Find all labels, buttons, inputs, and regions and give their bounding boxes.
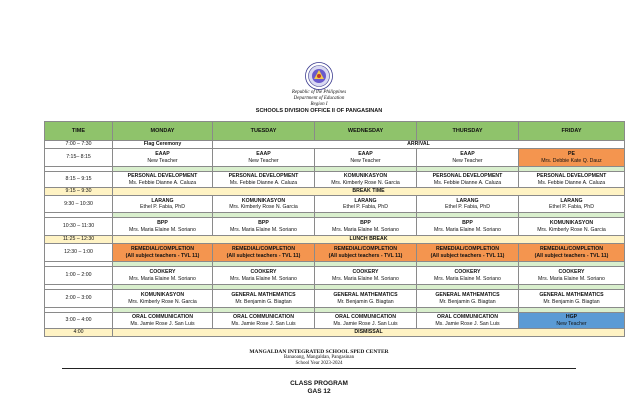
header-republic: Republic of the Philippines: [291, 90, 347, 95]
class-schedule-table: [44, 121, 625, 337]
schedule-cell: [315, 290, 417, 308]
teacher-label: Mrs. Maria Elaine M. Soriano: [129, 226, 196, 233]
teacher-label: Mrs. Maria Elaine M. Soriano: [332, 275, 399, 282]
schedule-cell: [113, 313, 213, 329]
footer-divider: [62, 368, 576, 369]
subject-label: ORAL COMMUNICATION: [132, 314, 193, 321]
teacher-label: Ms. Febbie Dianne A. Caluza: [229, 179, 298, 186]
schedule-cell: [315, 149, 417, 167]
table-row: [45, 329, 625, 337]
subject-label: BPP: [258, 220, 269, 227]
column-header-tuesday: TUESDAY: [213, 122, 315, 141]
schedule-cell: [213, 172, 315, 188]
teacher-label: Mr. Benjamin G. Biagtan: [235, 298, 292, 305]
schedule-cell: [519, 244, 625, 262]
table-row: [45, 236, 625, 244]
teacher-label: Mrs. Kimberly Rose N. Garcia: [331, 179, 400, 186]
time-cell: 10:30 – 11:30: [45, 218, 113, 236]
teacher-label: Mrs. Maria Elaine M. Soriano: [230, 226, 297, 233]
schedule-cell: [519, 290, 625, 308]
schedule-cell: [213, 196, 315, 213]
teacher-label: Mrs. Kimberly Rose N. Garcia: [229, 204, 298, 210]
time-cell: 9:30 – 10:30: [45, 196, 113, 213]
schedule-cell: [213, 244, 315, 262]
subject-label: ORAL COMMUNICATION: [335, 314, 396, 321]
schedule-cell: [113, 172, 213, 188]
time-cell: 9:15 – 9:30: [45, 188, 113, 196]
schedule-cell: [315, 218, 417, 236]
table-row: [45, 290, 625, 308]
schedule-cell: [213, 218, 315, 236]
teacher-label: (All subject teachers - TVL 11): [226, 252, 301, 259]
teacher-label: Ethel P. Fabia, PhD: [343, 204, 388, 210]
schedule-cell: [417, 290, 519, 308]
subject-label: REMEDIAL/COMPLETION: [231, 246, 296, 253]
table-row: [45, 141, 625, 149]
subject-label: LARANG: [354, 197, 377, 204]
subject-label: LARANG: [151, 197, 174, 204]
header-region: Region I: [310, 102, 328, 107]
table-row: [45, 172, 625, 188]
teacher-label: New Teacher: [556, 320, 587, 327]
teacher-label: Ms. Febbie Dianne A. Caluza: [433, 179, 502, 186]
teacher-label: Ethel P. Fabia, PhD: [445, 204, 490, 210]
schedule-cell: [213, 290, 315, 308]
table-row: [45, 267, 625, 285]
subject-label: HGP: [565, 314, 578, 321]
header-department: Department of Education: [293, 96, 345, 101]
schedule-cell: [519, 196, 625, 213]
subject-label: ORAL COMMUNICATION: [233, 314, 294, 321]
schedule-cell: [417, 172, 519, 188]
teacher-label: Ms. Febbie Dianne A. Caluza: [128, 179, 197, 186]
table-row: [45, 218, 625, 236]
teacher-label: Mrs. Maria Elaine M. Soriano: [230, 275, 297, 282]
schedule-cell: [113, 290, 213, 308]
teacher-label: Mrs. Maria Elaine M. Soriano: [129, 275, 196, 282]
teacher-label: (All subject teachers - TVL 11): [534, 252, 609, 259]
schedule-cell: [315, 313, 417, 329]
time-cell: 3:00 – 4:00: [45, 313, 113, 329]
teacher-label: (All subject teachers - TVL 11): [125, 252, 200, 259]
teacher-label: Mrs. Maria Elaine M. Soriano: [332, 226, 399, 233]
subject-label: EAAP: [358, 151, 373, 158]
schedule-cell: [213, 267, 315, 285]
time-cell: 8:15 – 9:15: [45, 172, 113, 188]
lunch-break-cell: LUNCH BREAK: [113, 236, 625, 244]
header-division: SCHOOLS DIVISION OFFICE II OF PANGASINAN: [255, 108, 383, 114]
teacher-label: Mr. Benjamin G. Biagtan: [543, 298, 600, 305]
schedule-cell: [113, 149, 213, 167]
subject-label: BPP: [157, 220, 168, 227]
subject-label: GENERAL MATHEMATICS: [435, 292, 500, 299]
school-address: Banaoang, Mangaldan, Pangasinan: [283, 355, 355, 360]
teacher-label: Ms. Jamie Rose J. San Luis: [333, 320, 398, 327]
subject-label: REMEDIAL/COMPLETION: [333, 246, 398, 253]
subject-label: GENERAL MATHEMATICS: [539, 292, 604, 299]
time-cell: 2:00 – 3:00: [45, 290, 113, 308]
schedule-cell: [519, 218, 625, 236]
arrival-cell: ARRIVAL: [213, 141, 625, 149]
column-header-friday: FRIDAY: [519, 122, 625, 141]
subject-label: PERSONAL DEVELOPMENT: [228, 173, 299, 180]
table-row: [45, 244, 625, 262]
teacher-label: (All subject teachers - TVL 11): [430, 252, 505, 259]
subject-label: BPP: [360, 220, 371, 227]
subject-label: COOKERY: [352, 269, 379, 276]
schedule-cell: [519, 172, 625, 188]
time-cell: 7:15– 8:15: [45, 149, 113, 167]
schedule-cell: [417, 196, 519, 213]
schedule-cell: [113, 218, 213, 236]
schedule-cell: [519, 267, 625, 285]
flag-ceremony-cell: Flag Ceremony: [113, 141, 213, 149]
schedule-cell: [113, 196, 213, 213]
schedule-cell: [113, 267, 213, 285]
time-cell: 1:00 – 2:00: [45, 267, 113, 285]
subject-label: PE: [568, 151, 575, 158]
deped-seal-logo: [305, 62, 333, 90]
subject-label: KOMUNIKASYON: [549, 220, 594, 227]
teacher-label: Ethel P. Fabia, PhD: [549, 204, 594, 210]
subject-label: ORAL COMMUNICATION: [437, 314, 498, 321]
dismissal-cell: DISMISSAL: [113, 329, 625, 337]
schedule-cell: [315, 172, 417, 188]
teacher-label: Ms. Febbie Dianne A. Caluza: [537, 179, 606, 186]
subject-label: BPP: [462, 220, 473, 227]
teacher-label: Ms. Jamie Rose J. San Luis: [130, 320, 195, 327]
subject-label: GENERAL MATHEMATICS: [231, 292, 296, 299]
subject-label: COOKERY: [250, 269, 277, 276]
subject-label: COOKERY: [149, 269, 176, 276]
document-title: CLASS PROGRAM: [290, 380, 348, 387]
teacher-label: New Teacher: [248, 157, 279, 164]
teacher-label: New Teacher: [350, 157, 381, 164]
schedule-cell: [113, 244, 213, 262]
column-header-monday: MONDAY: [113, 122, 213, 141]
schedule-cell: [519, 149, 625, 167]
time-cell: 4:00: [45, 329, 113, 337]
break-time-cell: BREAK TIME: [113, 188, 625, 196]
time-cell: 11:25 – 12:30: [45, 236, 113, 244]
subject-label: LARANG: [560, 197, 583, 204]
teacher-label: Ethel P. Fabia, PhD: [140, 204, 185, 210]
teacher-label: Mr. Benjamin G. Biagtan: [439, 298, 496, 305]
subject-label: GENERAL MATHEMATICS: [333, 292, 398, 299]
teacher-label: (All subject teachers - TVL 11): [328, 252, 403, 259]
subject-label: KOMUNIKASYON: [140, 292, 185, 299]
schedule-cell: [417, 218, 519, 236]
schedule-cell: [417, 149, 519, 167]
table-row: [45, 313, 625, 329]
column-header-wednesday: WEDNESDAY: [315, 122, 417, 141]
subject-label: REMEDIAL/COMPLETION: [435, 246, 500, 253]
time-cell: 7:00 – 7:30: [45, 141, 113, 149]
subject-label: PERSONAL DEVELOPMENT: [432, 173, 503, 180]
subject-label: COOKERY: [558, 269, 585, 276]
teacher-label: Ms. Jamie Rose J. San Luis: [231, 320, 296, 327]
schedule-cell: [213, 313, 315, 329]
teacher-label: New Teacher: [452, 157, 483, 164]
column-header-time: TIME: [45, 122, 113, 141]
teacher-label: Mrs. Kimberly Rose N. Garcia: [537, 226, 606, 233]
time-cell: 12:30 – 1:00: [45, 244, 113, 262]
teacher-label: Mr. Benjamin G. Biagtan: [337, 298, 394, 305]
subject-label: EAAP: [155, 151, 170, 158]
schedule-cell: [315, 196, 417, 213]
column-header-thursday: THURSDAY: [417, 122, 519, 141]
teacher-label: Mrs. Maria Elaine M. Soriano: [538, 275, 605, 282]
schedule-cell: [417, 267, 519, 285]
subject-label: EAAP: [256, 151, 271, 158]
teacher-label: Mrs. Maria Elaine M. Soriano: [434, 275, 501, 282]
teacher-label: Ms. Jamie Rose J. San Luis: [435, 320, 500, 327]
subject-label: REMEDIAL/COMPLETION: [539, 246, 604, 253]
schedule-cell: [417, 313, 519, 329]
subject-label: KOMUNIKASYON: [343, 173, 388, 180]
schedule-cell: [315, 267, 417, 285]
document-subtitle: GAS 12: [307, 388, 331, 395]
schedule-cell: [519, 313, 625, 329]
subject-label: EAAP: [460, 151, 475, 158]
schedule-cell: [213, 149, 315, 167]
subject-label: REMEDIAL/COMPLETION: [130, 246, 195, 253]
subject-label: COOKERY: [454, 269, 481, 276]
table-row: [45, 188, 625, 196]
teacher-label: New Teacher: [147, 157, 178, 164]
subject-label: KOMUNIKASYON: [241, 197, 286, 204]
subject-label: PERSONAL DEVELOPMENT: [127, 173, 198, 180]
table-header-row: [45, 122, 625, 141]
teacher-label: Mrs. Maria Elaine M. Soriano: [434, 226, 501, 233]
teacher-label: Mrs. Kimberly Rose N. Garcia: [128, 298, 197, 305]
schedule-cell: [315, 244, 417, 262]
teacher-label: Mrs. Debbie Kate Q. Dauz: [541, 157, 602, 164]
table-row: [45, 196, 625, 213]
subject-label: LARANG: [456, 197, 479, 204]
schedule-cell: [417, 244, 519, 262]
school-name: MANGALDAN INTEGRATED SCHOOL SPED CENTER: [249, 349, 389, 355]
table-row: [45, 149, 625, 167]
subject-label: PERSONAL DEVELOPMENT: [536, 173, 607, 180]
school-year: School Year 2023-2024: [295, 361, 343, 366]
